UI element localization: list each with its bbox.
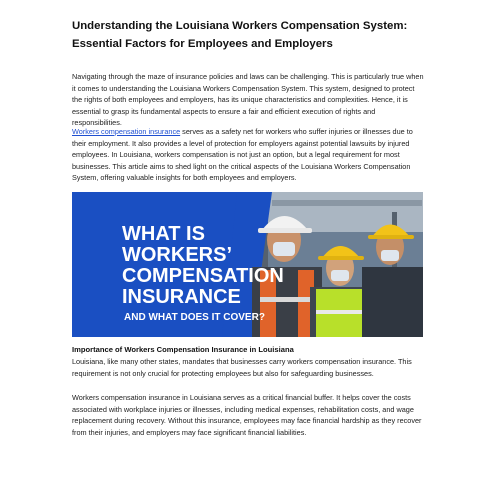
hero-line-4: INSURANCE — [122, 286, 241, 308]
third-paragraph: Louisiana, like many other states, mandates that businesses carry workers compensation insurance. This requirement is not only crucial for protecting employees but also for safeguarding businesses. — [72, 357, 412, 378]
intro-paragraph: Navigating through the maze of insurance policies and laws can be challenging. This is particularly true when it comes to understanding the Louisiana Workers Compensation System. This system, designed to protect the rights of both employees and employers, has its unique characteristics and complexities. Hence, it is essential to grasp its fundamental aspects to ensure a fair and efficient execution of rights and responsibilities. — [72, 72, 424, 128]
hero-line-5: AND WHAT DOES IT COVER? — [124, 312, 265, 323]
hero-line-2: WORKERS’ — [122, 244, 232, 266]
hero-line-1: WHAT IS — [122, 223, 205, 245]
second-paragraph — [72, 126, 426, 184]
article-title: Understanding the Louisiana Workers Compensation System: Essential Factors for Employees and Employers — [72, 20, 408, 50]
hero-line-3: COMPENSATION — [122, 265, 284, 287]
hero-illustration — [72, 192, 423, 337]
worker-yellow-hardhat-front — [310, 246, 370, 337]
hero-banner-image — [72, 192, 423, 337]
fourth-paragraph: Workers compensation insurance in Louisiana serves as a critical financial buffer. It helps cover the costs associated with workplace injuries or illnesses, including medical expenses, rehabilitation costs, and wage replacement during recovery. Without this insurance, employees may face financial hardship as they recover from their injuries, and employers may face significant financial liabilities. — [72, 393, 422, 437]
workers-comp-link[interactable]: Workers compensation insurance — [72, 127, 181, 136]
second-paragraph-text: serves as a safety net for workers who suffer injuries or illnesses due to their employment. It also provides a level of protection for employers against potential lawsuits by injured employees. In Louisiana, workers compensation is not just an option, but a legal requirement for most businesses. This article aims to shed light on the critical aspects of the Louisiana Workers Compensation System, offering valuable insights for both employees and employers. — [72, 127, 413, 183]
section-heading: Importance of Workers Compensation Insurance in Louisiana — [72, 345, 294, 354]
